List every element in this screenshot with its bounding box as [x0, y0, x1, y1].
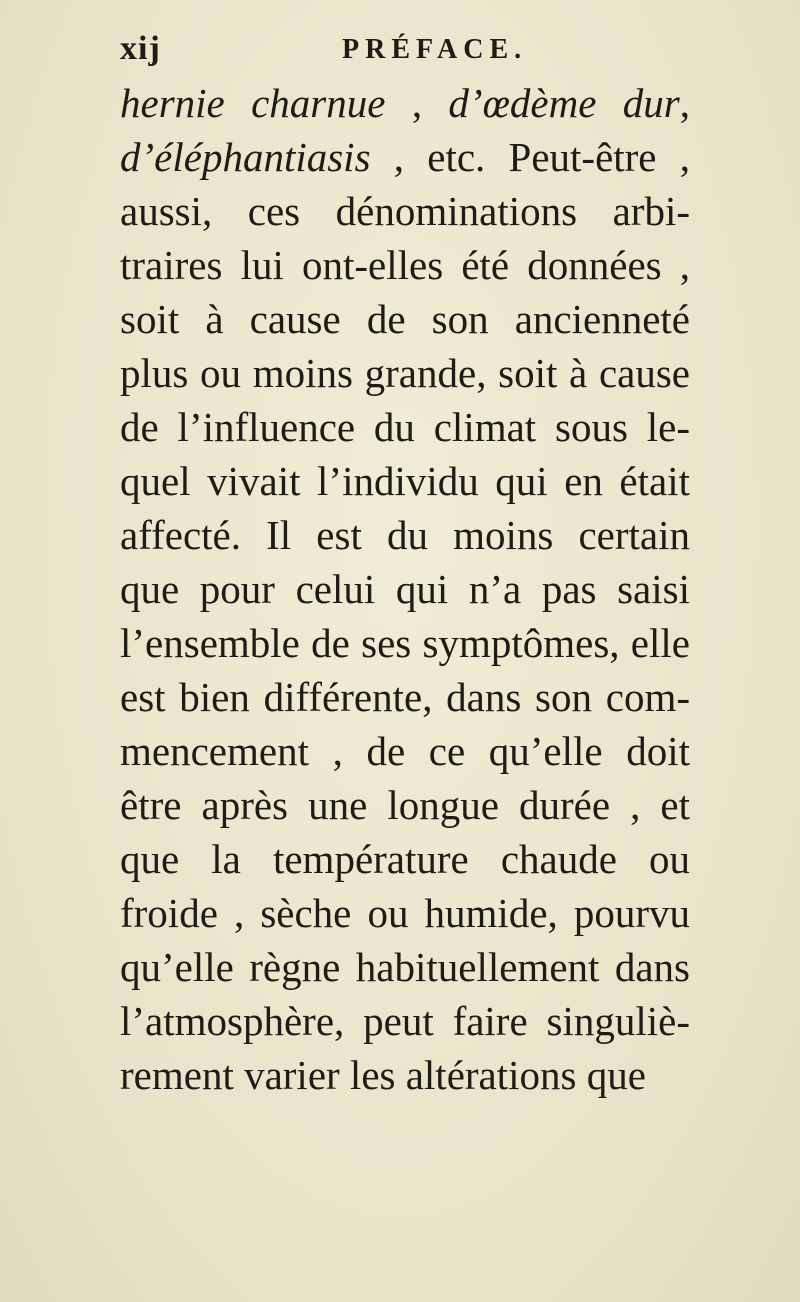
text-line: [120, 670, 690, 724]
text-segment: qu’elle règne habituellement dans: [120, 944, 690, 990]
text-segment: froide , sèche ou humide, pourvu: [120, 890, 690, 936]
text-line: [120, 454, 690, 508]
text-segment: ,: [679, 80, 690, 126]
text-line: [120, 508, 690, 562]
text-line: [120, 292, 690, 346]
text-segment: quel vivait l’individu qui en était: [120, 458, 690, 504]
text-segment: l’ensemble de ses symptômes, elle: [120, 620, 690, 666]
text-line: [120, 994, 690, 1048]
text-line: [120, 346, 690, 400]
text-segment: , etc. Peut-être ,: [370, 134, 690, 180]
text-segment: que la température chaude ou: [120, 836, 690, 882]
text-segment: de l’influence du climat sous le-: [120, 404, 690, 450]
text-line: [120, 886, 690, 940]
text-segment: affecté. Il est du moins certain: [120, 512, 690, 558]
page-number: xij: [120, 30, 161, 67]
text-segment: que pour celui qui n’a pas saisi: [120, 566, 690, 612]
text-line: [120, 1048, 690, 1102]
text-segment: l’atmosphère, peut faire singuliè-: [120, 998, 690, 1044]
text-line: [120, 562, 690, 616]
text-segment: être après une longue durée , et: [120, 782, 690, 828]
text-line: [120, 778, 690, 832]
text-segment: plus ou moins grande, soit à cause: [120, 350, 690, 396]
text-line: [120, 616, 690, 670]
running-head: [120, 30, 680, 70]
text-line: [120, 400, 690, 454]
italic-term: hernie charnue: [120, 80, 386, 126]
text-line: [120, 238, 690, 292]
body-text: [120, 76, 690, 1102]
text-segment: traires lui ont-elles été données ,: [120, 242, 690, 288]
italic-term: d’œdème dur: [448, 80, 680, 126]
text-segment: rement varier les altérations que: [120, 1052, 646, 1098]
text-line: [120, 940, 690, 994]
text-segment: soit à cause de son ancienneté: [120, 296, 690, 342]
text-line: [120, 724, 690, 778]
text-line: [120, 130, 690, 184]
text-segment: ,: [385, 80, 449, 126]
text-segment: aussi, ces dénominations arbi-: [120, 188, 690, 234]
running-title: PRÉFACE.: [342, 34, 528, 65]
text-line: [120, 76, 690, 130]
text-segment: est bien différente, dans son com-: [120, 674, 690, 720]
italic-term: d’éléphantiasis: [120, 134, 371, 180]
text-line: [120, 832, 690, 886]
text-segment: mencement , de ce qu’elle doit: [120, 728, 690, 774]
text-line: [120, 184, 690, 238]
